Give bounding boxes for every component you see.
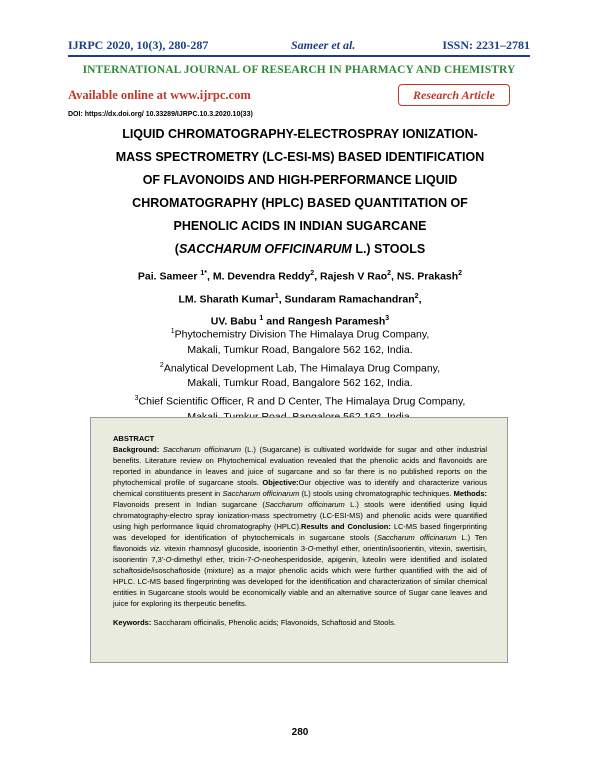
abstract-heading: ABSTRACT <box>113 434 155 443</box>
keywords: Keywords: Saccharam officinalis, Phenolic acids; Flavonoids, Schaftosid and Stools. <box>113 618 396 627</box>
availability-prefix: Available online at <box>68 88 171 102</box>
affiliation-line: $^1$Phytochemistry Division The Himalaya Drug Company, <box>170 328 430 341</box>
title-line: CHROMATOGRAPHY (HPLC) BASED QUANTITATION OF <box>132 196 468 210</box>
affiliation-line: Makali, Tumkur Road, Bangalore 562 162, India. <box>187 343 413 356</box>
affiliations <box>60 324 540 425</box>
issn: ISSN: 2231–2781 <box>442 38 530 52</box>
title-line: MASS SPECTROMETRY (LC-ESI-MS) BASED IDENTIFICATION <box>115 150 485 164</box>
article-title <box>100 123 500 261</box>
journal-reference: IJRPC 2020, 10(3), 280-287 <box>68 38 209 52</box>
article-type-badge: Research Article <box>398 84 510 106</box>
affiliation-line: Makali, Tumkur Road, Bangalore 562 162, India. <box>187 377 413 389</box>
title-line: PHENOLIC ACIDS IN INDIAN SUGARCANE <box>173 219 427 233</box>
journal-url-link[interactable]: www.ijrpc.com <box>170 88 251 102</box>
author-list <box>80 264 520 332</box>
author-line: UV. Babu $^1$ and Rangesh Paramesh$^3$ <box>210 315 390 328</box>
page-number: 280 <box>291 727 309 738</box>
affiliation-line: $^3$Chief Scientific Officer, R and D Center, The Himalaya Drug Company, <box>134 395 466 408</box>
abstract-body: Background: Saccharum officinarum (L.) (Sugarcane) is cultivated worldwide for sugar and other industrial benefits. Literature review on Phytochemical evaluation revealed that the phenolic acids and flavonoids are reported in abundance in leaves and juice of sugarcane and so far there is no published reports on the phytochemical profile of sugarcane stools. Objective:Our objective was to identify and characterize various chemical constituents present in Saccharum officinarum (L) stools using chromatographic techniques. Methods: Flavonoids present in Indian sugarcane (Saccharum officinarum L.) stools were identified using liquid chromatography-electro spray ionization-mass spectrometry (LC-ESI-MS) and phenolic acids were quantified using high performance liquid chromatography (HPLC).Results and Conclusion: LC-MS based fingerprinting was developed for identification of phytochemicals in sugarcane stools (Saccharum officinarum L.) Ten flavonoids viz. vitexin rhamnosyl glucoside, isoorientin 3-O-methyl ether, orientin/isoorientin, vitexin, swertisin, isoorientin 7,3'-O-dimethyl ether, tricin-7-O-neohesperidoside, apigenin, luteolin were identified and isolated schaftoside/isoschaftoside (mixture) as a major phenolic acids which were further quantified with the aid of HPLC. LC-MS based fingerprinting was developed for the identification and characterization of similar chemical entities in Sugarcane stools would be economically viable and an alternative source of Sugar cane leaves and juice for exploring its therpeutic benefits. <box>113 445 488 608</box>
affiliation-line: $^2$Analytical Development Lab, The Himalaya Drug Company, <box>159 361 441 374</box>
journal-name: INTERNATIONAL JOURNAL OF RESEARCH IN PHARMACY AND CHEMISTRY <box>82 64 516 76</box>
title-line: OF FLAVONOIDS AND HIGH-PERFORMANCE LIQUID <box>142 173 458 187</box>
title-line: LIQUID CHROMATOGRAPHY-ELECTROSPRAY IONIZATION- <box>122 127 478 141</box>
availability-line <box>68 88 251 103</box>
author-line: Pai. Sameer $^{1*}$, M. Devendra Reddy$^2$, Rajesh V Rao$^2$, NS. Prakash$^2$ <box>137 270 463 283</box>
author-line: LM. Sharath Kumar$^1$, Sundaram Ramachandran$^2$, <box>178 292 422 305</box>
running-author: Sameer et al. <box>291 38 356 52</box>
abstract-box <box>90 417 508 663</box>
header-rule <box>68 55 530 57</box>
doi-line[interactable]: DOI: https://dx.doi.org/ 10.33289/IJRPC.10.3.2020.10(33) <box>68 111 253 118</box>
title-line: (SACCHARUM OFFICINARUM L.) STOOLS <box>174 242 426 256</box>
title-species: SACCHARUM OFFICINARUM <box>178 242 352 256</box>
